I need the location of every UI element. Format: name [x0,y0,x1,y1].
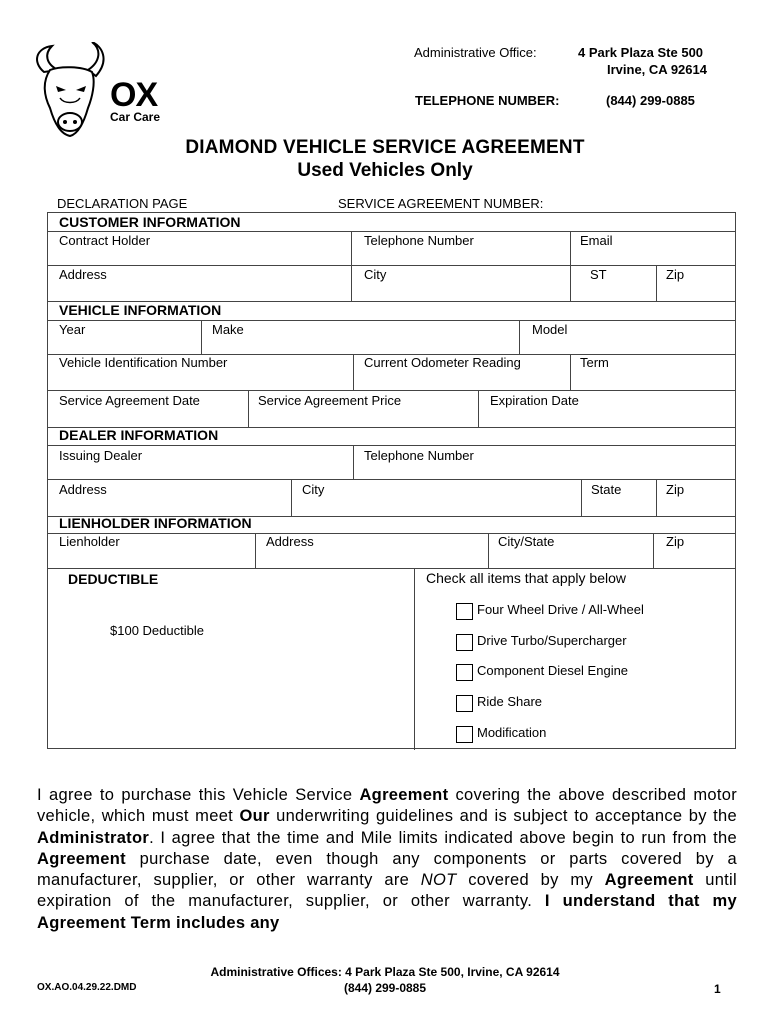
agreement-date-field[interactable]: Service Agreement Date [59,393,200,408]
customer-city-field[interactable]: City [364,267,387,282]
customer-address-field[interactable]: Address [59,267,107,282]
diesel-engine-checkbox[interactable] [456,664,473,681]
customer-telephone-field[interactable]: Telephone Number [364,233,474,248]
expiration-date-field[interactable]: Expiration Date [490,393,579,408]
vehicle-make-field[interactable]: Make [212,322,244,337]
four-wheel-drive-checkbox[interactable] [456,603,473,620]
option-label: Component Diesel Engine [477,663,629,678]
telephone-label: TELEPHONE NUMBER: [415,93,560,108]
deductible-heading: DEDUCTIBLE [68,571,159,587]
turbo-supercharger-checkbox[interactable] [456,634,473,651]
dealer-telephone-field[interactable]: Telephone Number [364,448,474,463]
page-number: 1 [714,982,721,996]
odometer-field[interactable]: Current Odometer Reading [364,355,521,370]
vehicle-model-field[interactable]: Model [532,322,568,337]
customer-email-field[interactable]: Email [580,233,613,248]
vehicle-year-field[interactable]: Year [59,322,86,337]
issuing-dealer-field[interactable]: Issuing Dealer [59,448,143,463]
dealer-zip-field[interactable]: Zip [666,482,685,497]
admin-office-line1: 4 Park Plaza Ste 500 [578,45,704,60]
lienholder-address-field[interactable]: Address [266,534,314,549]
ride-share-checkbox[interactable] [456,695,473,712]
lienholder-section-heading: LIENHOLDER INFORMATION [59,515,252,531]
lienholder-zip-field[interactable]: Zip [666,534,685,549]
customer-zip-field[interactable]: Zip [666,267,685,282]
ox-car-care-logo [30,42,180,142]
declaration-page-label: DECLARATION PAGE [57,196,188,211]
customer-section-heading: CUSTOMER INFORMATION [59,214,241,230]
admin-office-line2: Irvine, CA 92614 [607,62,707,77]
term-field[interactable]: Term [580,355,609,370]
logo-tagline: Car Care [110,110,161,124]
option-label: Drive Turbo/Supercharger [477,633,627,648]
dealer-city-field[interactable]: City [302,482,325,497]
form-code: OX.AO.04.29.22.DMD [37,982,137,993]
vehicle-section-heading: VEHICLE INFORMATION [59,302,222,318]
option-label: Modification [477,725,547,740]
customer-state-field[interactable]: ST [590,267,607,282]
option-label: Ride Share [477,694,543,709]
dealer-section-heading: DEALER INFORMATION [59,427,219,443]
lienholder-city-state-field[interactable]: City/State [498,534,555,549]
lienholder-field[interactable]: Lienholder [59,534,120,549]
declaration-form [47,212,736,749]
footer-phone: (844) 299-0885 [343,981,427,995]
dealer-address-field[interactable]: Address [59,482,107,497]
deductible-value: $100 Deductible [110,623,204,638]
admin-office-label: Administrative Office: [414,45,537,60]
logo-brand: OX [110,76,158,114]
agreement-paragraph: I agree to purchase this Vehicle Service Agreement covering the above described motor vehicle, which must meet Our underwriting guidelines and is subject to acceptance by the Administrator. I agree that the time and Mile limits indicated above begin to run from the Agreement purchase date, even though any components or parts covered by a manufacturer, supplier, or other warranty are NOT covered by my Agreement until expiration of the manufacturer, supplier, or other warranty. I understand that my Agreement Term includes any [37,786,738,932]
agreement-number-label: SERVICE AGREEMENT NUMBER: [338,196,544,211]
telephone-value: (844) 299-0885 [606,93,695,108]
document-title: DIAMOND VEHICLE SERVICE AGREEMENT [185,137,585,158]
option-label: Four Wheel Drive / All-Wheel [477,602,644,617]
contract-holder-field[interactable]: Contract Holder [59,233,151,248]
modification-checkbox[interactable] [456,726,473,743]
vin-field[interactable]: Vehicle Identification Number [59,355,228,370]
bull-head-icon [30,42,180,142]
document-subtitle: Used Vehicles Only [297,160,473,181]
options-heading: Check all items that apply below [426,570,626,586]
footer-address: Administrative Offices: 4 Park Plaza Ste 500, Irvine, CA 92614 [210,965,560,979]
dealer-state-field[interactable]: State [591,482,622,497]
agreement-price-field[interactable]: Service Agreement Price [258,393,402,408]
